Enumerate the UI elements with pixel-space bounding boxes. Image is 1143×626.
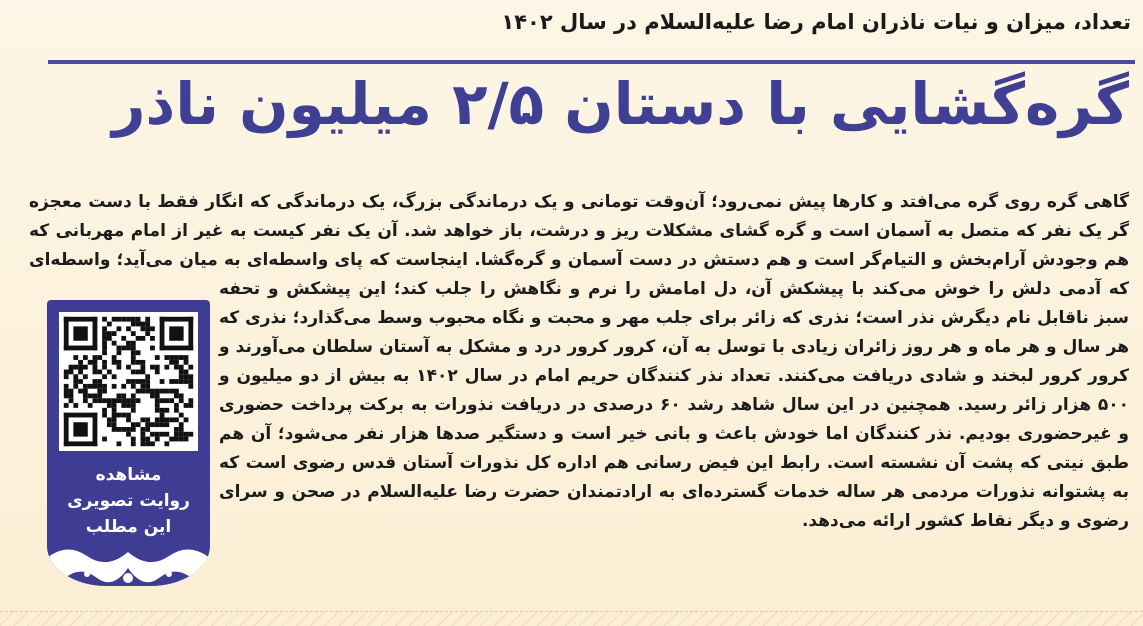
qr-caption (47, 462, 210, 540)
header-rule (48, 60, 1135, 64)
arabesque-ornament-icon (47, 538, 210, 586)
page-bottom-border (0, 611, 1143, 626)
article-paragraph: گاهی گره روی گره می‌افتد و کارها پیش نمی‌رود؛ آن‌وقت تومانی و یک درماندگی بزرگ، یک درماندگی که انگار فقط با دست معجزه گر یک نفر که متصل به آسمان است و گره گشای مشکلات ریز و درشت، باز خواهد شد. آن یک نفر کیست به غیر از امام مهربانی که هم وجودش آرام‌بخش و التیام‌گر است و هم دستش در دست آسمان و گره‌گشا. اینجاست که پای واسطه‌ای به میان می‌آید؛ واسطه‌ای که آدمی دلش را خوش می‌کند با پیشکش آن، دل امامش را نرم و نگاهش را جلب کند؛ این پیشکش و تحفه سبز ناقابل نام دیگرش نذر است؛ نذری که زائر برای جلب مهر و محبت و نگاه محبوب وسط می‌گذارد؛ نذری که هر سال و هر ماه و هر روز زائران زیادی با توسل به آن، کرور کرور درد و مشکل به آستان سلطان می‌آورند و کرور کرور لبخند و شادی دریافت می‌کنند. تعداد نذر کنندگان حریم امام در سال ۱۴۰۲ به بیش از دو میلیون و ۵۰۰ هزار زائر رسید. همچنین در این سال شاهد رشد ۶۰ درصدی در دریافت نذورات به برکت پرداخت حضوری و غیرحضوری بودیم. نذر کنندگان اما خودش باعث و بانی خیر است و دستگیر صدها هزار نفر می‌شود؛ آن هم طبق نیتی که پشت آن نشسته است. رابط این فیض رسانی هم اداره کل نذورات آستان قدس رضوی است که به پشتوانه نذورات مردمی هر ساله خدمات گسترده‌ای به ارادتمندان حضرت رضا علیه‌السلام در صحن و سرای رضوی و دیگر نقاط کشور ارائه می‌دهد. (29, 192, 1129, 531)
qr-code-icon[interactable] (59, 312, 198, 451)
qr-caption-line-3: این مطلب (85, 517, 172, 537)
qr-card[interactable] (47, 300, 210, 586)
qr-caption-line-1: مشاهده (95, 465, 162, 485)
qr-caption-line-2: روایت تصویری (67, 491, 190, 511)
qr-code-graphic (59, 312, 198, 451)
article-headline: گره‌گشایی با دستان ۲/۵ میلیون ناذر (112, 70, 1129, 138)
article-kicker: تعداد، میزان و نیات ناذران امام رضا علیه‌السلام در سال ۱۴۰۲ (501, 10, 1131, 34)
